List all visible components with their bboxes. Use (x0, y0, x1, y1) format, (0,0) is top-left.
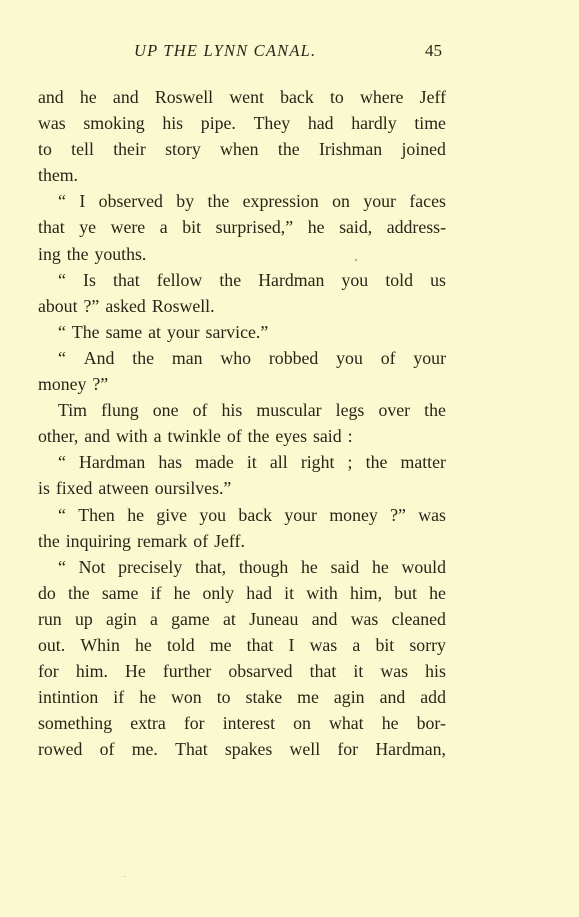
text-line: “ Hardman has made it all right ; the matter (58, 452, 446, 473)
text-line: something extra for interest on what he bor- (38, 713, 446, 734)
text-line: “ The same at your sarvice.” (58, 321, 269, 342)
text-line: “ I observed by the expression on your faces (58, 191, 446, 212)
text-line: out. Whin he told me that I was a bit sorry (38, 634, 446, 655)
body-text (38, 84, 446, 762)
text-line: “ And the man who robbed you of your (58, 347, 446, 368)
running-head (38, 41, 558, 65)
running-title: UP THE LYNN CANAL. (134, 41, 317, 60)
paper-speck (355, 259, 357, 261)
text-line: them. (38, 165, 78, 186)
text-line: that ye were a bit surprised,” he said, address- (38, 217, 446, 238)
text-line: about ?” asked Roswell. (38, 295, 215, 316)
text-line: to tell their story when the Irishman joined (38, 139, 446, 160)
page-number: 45 (425, 41, 442, 60)
text-line: rowed of me. That spakes well for Hardman, (38, 739, 446, 760)
text-line: was smoking his pipe. They had hardly time (38, 113, 446, 134)
text-line: and he and Roswell went back to where Jeff (38, 87, 446, 107)
text-line: “ Is that fellow the Hardman you told us (58, 269, 446, 290)
text-line: “ Then he give you back your money ?” was (58, 504, 446, 525)
text-line: is fixed atween oursilves.” (38, 478, 232, 499)
text-line: “ Not precisely that, though he said he would (58, 556, 446, 577)
text-line: do the same if he only had it with him, but he (38, 582, 446, 603)
text-line: intintion if he won to stake me agin and add (38, 687, 446, 708)
text-line: other, and with a twinkle of the eyes said : (38, 426, 353, 447)
text-line: for him. He further obsarved that it was his (38, 661, 446, 682)
text-line: Tim flung one of his muscular legs over the (58, 400, 446, 421)
text-line: the inquiring remark of Jeff. (38, 530, 245, 551)
text-line: money ?” (38, 374, 109, 395)
text-line: run up agin a game at Juneau and was cleaned (38, 608, 446, 629)
text-line: ing the youths. (38, 243, 147, 264)
paper-speck (124, 876, 125, 877)
